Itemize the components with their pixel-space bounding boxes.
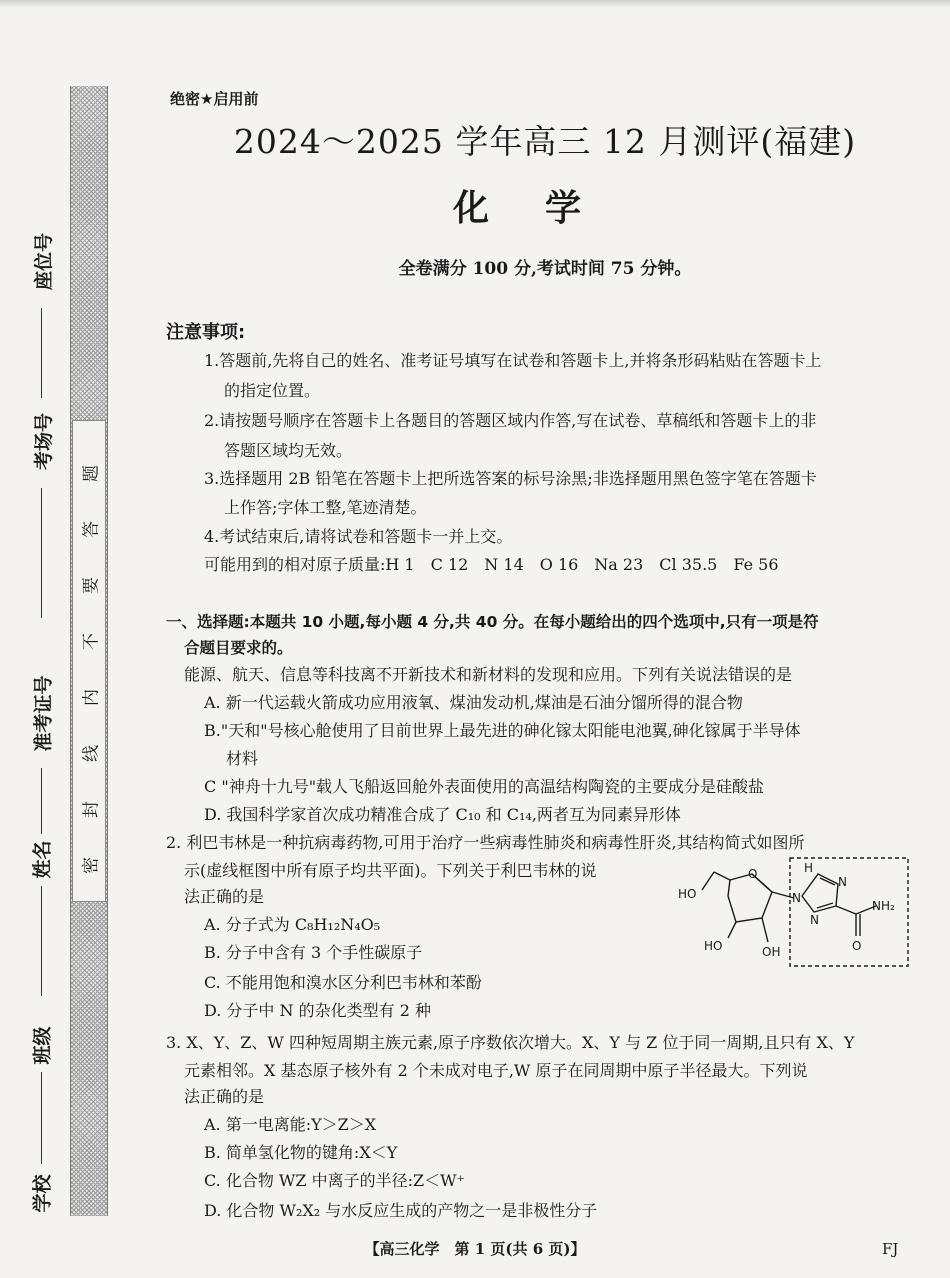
q3-option-b: B. 简单氢化物的键角:X＜Y (204, 1143, 398, 1162)
q3-option-d: D. 化合物 W₂X₂ 与水反应生成的产物之一是非极性分子 (204, 1201, 598, 1220)
seal-char: 答 (81, 521, 102, 538)
q2-option-b: B. 分子中含有 3 个手性碳原子 (204, 943, 423, 962)
ribose-ring-bond (728, 874, 772, 922)
exam-room-label: 考场号 (33, 412, 56, 471)
q3-option-c: C. 化合物 WZ 中离子的半径:Z＜W⁺ (204, 1171, 465, 1190)
seal-char: 内 (81, 689, 102, 706)
oh-bottom-label: OH (762, 945, 781, 959)
ticket-number-label: 准考证号 (32, 675, 55, 752)
n1-label: N (792, 891, 801, 905)
seat-number-line (41, 308, 42, 398)
glycosidic-bond (772, 892, 794, 898)
q3-option-a: A. 第一电离能:Y＞Z＞X (204, 1115, 377, 1134)
class-line (41, 1072, 42, 1164)
ho-bond (702, 872, 714, 890)
name-label: 姓名 (31, 840, 54, 879)
q1-option-d: D. 我国科学家首次成功精准合成了 C₁₀ 和 C₁₄,两者互为同素异形体 (204, 805, 681, 824)
q1-option-b-cont: 材料 (226, 749, 259, 768)
notice-line: 1.答题前,先将自己的姓名、准考证号填写在试卷和答题卡上,并将条形码粘贴在答题卡上 (204, 351, 822, 370)
notice-line: 答题区域均无效。 (224, 441, 353, 460)
n2-label: N (838, 875, 847, 889)
notice-line: 上作答;字体工整,笔迹清楚。 (224, 498, 427, 517)
ribavirin-structure-figure (676, 852, 916, 970)
notice-line: 2.请按题号顺序在答题卡上各题目的答题区域内作答,写在试卷、草稿纸和答题卡上的非 (204, 411, 817, 430)
seat-number-label: 座位号 (33, 232, 56, 291)
seal-char: 密 (81, 857, 102, 874)
nh2-label: NH₂ (872, 899, 895, 913)
seal-char: 线 (81, 745, 102, 762)
notice-line: 的指定位置。 (224, 381, 321, 400)
q2-option-c: C. 不能用饱和溴水区分利巴韦林和苯酚 (204, 973, 482, 992)
seal-line-box (72, 420, 106, 902)
q2-stem: 2. 利巴韦林是一种抗病毒药物,可用于治疗一些病毒性肺炎和病毒性肝炎,其结构简式如图所 (166, 833, 805, 852)
q1-option-c: C "神舟十九号"载人飞船返回舱外表面使用的高温结构陶瓷的主要成分是硅酸盐 (204, 777, 765, 796)
ticket-number-line (41, 768, 42, 834)
q2-stem-cont: 示(虚线框图中所有原子均共平面)。下列关于利巴韦林的说 (184, 861, 597, 880)
name-line (41, 886, 42, 996)
q1-stem: 能源、航天、信息等科技离不开新技术和新材料的发现和应用。下列有关说法错误的是 (184, 665, 793, 684)
seal-char: 不 (81, 633, 102, 650)
page-top-edge (0, 0, 950, 8)
oh-bond (762, 918, 768, 942)
q3-stem: 3. X、Y、Z、W 四种短周期主族元素,原子序数依次增大。X、Y 与 Z 位于同一周期,且只有 X、Y (166, 1033, 855, 1052)
amide-bond (836, 906, 856, 914)
notice-line: 4.考试结束后,请将试卷和答题卡一并上交。 (204, 527, 513, 546)
ho-top-label: HO (678, 887, 697, 901)
seal-char: 题 (81, 465, 102, 482)
oh-bond (728, 922, 736, 938)
ribose-ring-bond (728, 880, 730, 896)
q2-option-d: D. 分子中 N 的杂化类型有 2 种 (204, 1001, 431, 1020)
class-label: 班级 (31, 1026, 54, 1065)
secret-mark: 绝密★启用前 (170, 90, 259, 108)
q1-option-a: A. 新一代运载火箭成功应用液氧、煤油发动机,煤油是石油分馏所得的混合物 (204, 693, 743, 712)
section-heading-cont: 合题目要求的。 (184, 639, 293, 657)
notice-heading: 注意事项: (166, 322, 246, 343)
seal-char: 要 (81, 577, 102, 594)
carbonyl-oxygen-label: O (852, 939, 862, 953)
q3-stem-cont: 法正确的是 (184, 1087, 265, 1106)
notice-line: 3.选择题用 2B 铅笔在答题卡上把所选答案的标号涂黑;非选择题用黑色签字笔在答题卡 (204, 469, 817, 488)
seal-char: 封 (81, 801, 102, 818)
ho-left-label: HO (704, 939, 723, 953)
page-footer: 【高三化学 第 1 页(共 6 页)】 (364, 1240, 586, 1258)
ch2-bond (714, 872, 730, 880)
h-label: H (804, 861, 814, 875)
atomic-masses: 可能用到的相对原子质量:H 1 C 12 N 14 O 16 Na 23 Cl 35.5 Fe 56 (204, 555, 779, 574)
exam-title: 2024～2025 学年高三 12 月测评(福建) (233, 122, 857, 161)
subject-title: 化学 (452, 188, 637, 229)
q3-stem-cont: 元素相邻。X 基态原子核外有 2 个未成对电子,W 原子在同周期中原子半径最大。下列说 (184, 1061, 808, 1080)
section-heading: 一、选择题:本题共 10 小题,每小题 4 分,共 40 分。在每小题给出的四个选项中,只有一项是符 (166, 613, 819, 631)
school-label: 学校 (31, 1174, 54, 1213)
region-code: FJ (882, 1240, 899, 1258)
exam-room-line (41, 488, 42, 618)
n3-label: N (810, 913, 819, 927)
triazole-ring (802, 874, 838, 912)
q1-option-b: B."天和"号核心舱使用了目前世界上最先进的砷化镓太阳能电池翼,砷化镓属于半导体 (204, 721, 801, 740)
ring-oxygen-label: O (748, 867, 758, 881)
exam-info: 全卷满分 100 分,考试时间 75 分钟。 (398, 259, 692, 279)
q2-option-a: A. 分子式为 C₈H₁₂N₄O₅ (204, 915, 381, 934)
q2-stem-cont: 法正确的是 (184, 887, 265, 906)
